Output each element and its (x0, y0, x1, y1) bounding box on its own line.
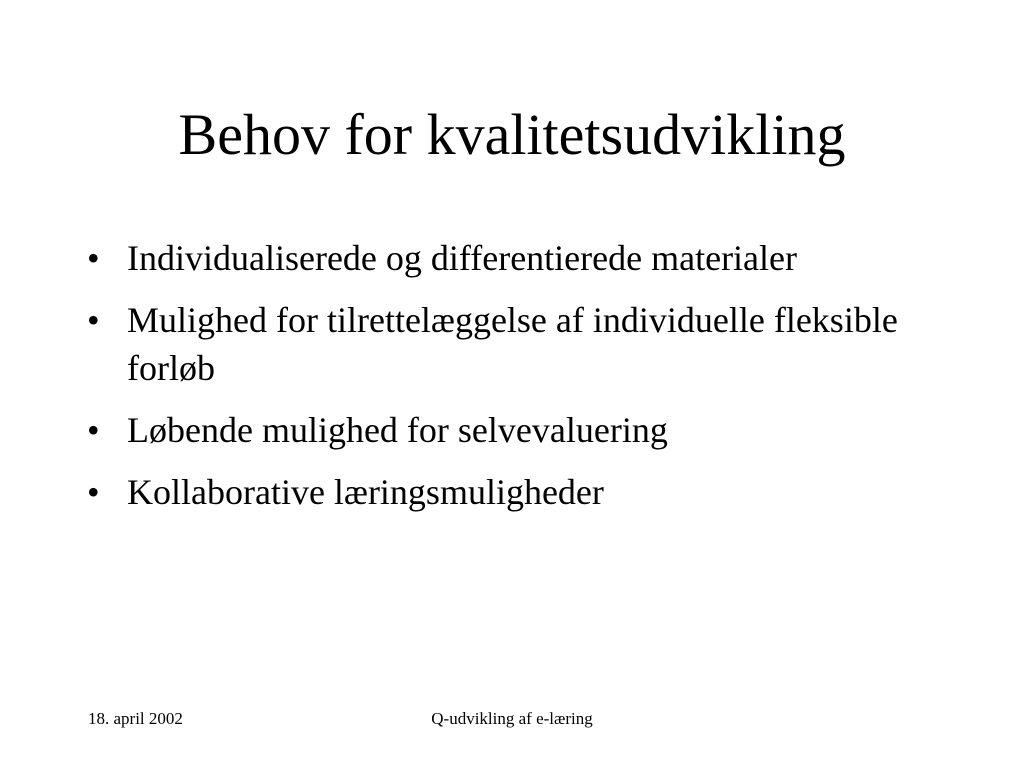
bullet-icon: • (87, 300, 100, 340)
bullet-item (87, 406, 967, 454)
bullet-text: Individualiserede og differentierede materialer (127, 238, 798, 278)
footer-date: 18. april 2002 (88, 709, 183, 728)
bullet-text: Mulighed for tilrettelæggelse af individuelle fleksible forløb (127, 300, 898, 388)
bullet-item (87, 296, 967, 392)
bullet-text: Løbende mulighed for selvevaluering (127, 410, 668, 450)
slide-title: Behov for kvalitetsudvikling (178, 102, 846, 167)
bullet-item (87, 468, 967, 516)
bullet-text: Kollaborative læringsmuligheder (127, 472, 604, 512)
bullet-item (87, 234, 967, 282)
bullet-icon: • (87, 410, 100, 450)
bullet-list (87, 234, 967, 530)
footer-title: Q-udvikling af e-læring (431, 709, 593, 728)
bullet-icon: • (87, 238, 100, 278)
bullet-icon: • (87, 472, 100, 512)
